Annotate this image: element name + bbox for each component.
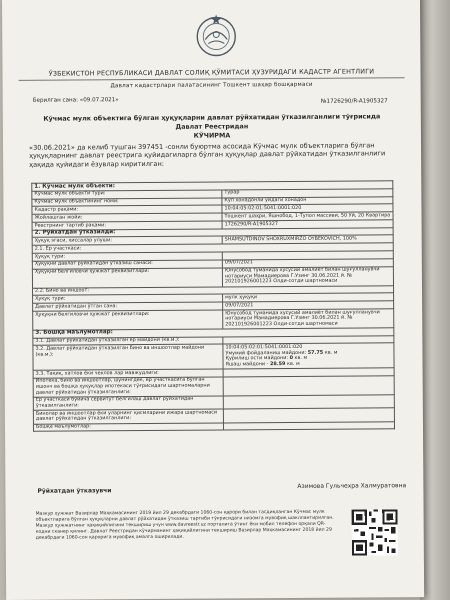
owner-label: Ҳуқуқ эгаси, ҳиссалар улуши: bbox=[32, 236, 222, 245]
building-registration-date-value: 09/07/2021 bbox=[223, 301, 394, 310]
living-area-line bbox=[226, 361, 392, 368]
land-right-type-label: Ҳуқуқ тури: bbox=[32, 252, 222, 261]
title-line-3: КЎЧИРМА bbox=[193, 131, 231, 140]
registrar-name: Азимова Гульчехра Халмуратовна bbox=[297, 482, 407, 490]
document-page bbox=[2, 0, 424, 600]
restrictions-label: 3.3. Тақиқ, хатлов ёки чеклов лар мавжудлиги: bbox=[33, 369, 223, 378]
building-right-type-label: Ҳуқуқ тури: bbox=[33, 294, 223, 303]
footprint-area-value: 0 bbox=[289, 355, 294, 362]
land-registration-date-value: 09/07/2021 bbox=[222, 259, 393, 268]
state-emblem-icon bbox=[194, 12, 238, 60]
footprint-area-label: Қурилиш ости майдони: bbox=[225, 355, 289, 362]
building-registration-date-label: Давлат рўйхатидан ўтган сана: bbox=[33, 302, 223, 311]
agency-name: ЎЗБЕКИСТОН РЕСПУБЛИКАСИ ДАВЛАТ СОЛИҚ ҚЎМИТАСИ ҲУЗУРИДАГИ КАДАСТР АГЕНТЛИГИ bbox=[48, 67, 375, 78]
servitude-value bbox=[223, 395, 394, 410]
object-type-label: Кўчмас мулк объекти тури: bbox=[32, 190, 222, 199]
registry-number-label: Реестрнинг тартиб рақами: bbox=[32, 221, 222, 230]
building-document-value: Юнусобод туманида хусусий амалиёт билан шуғулланувчи нотариуси Мамадиерова Г.Узинг 30.06.2021 й. № 202101926001223 Олди-сотди шартномаси bbox=[223, 309, 394, 329]
qr-code-icon bbox=[352, 509, 398, 555]
registrar-label: Рўйхатдан ўтказувчи bbox=[37, 487, 112, 495]
building-subtitle: 2.2. Бино ва иншоот: bbox=[33, 285, 394, 295]
registry-table bbox=[31, 180, 395, 432]
registry-number-value: 1726290/R-A1905327 bbox=[222, 220, 393, 229]
land-area-label: 3.1. Давлат рўйхатидан ўтказилган ер майдони (кв.м.): bbox=[33, 337, 223, 346]
land-plot-subtitle: 2.1. Ер участкаси: bbox=[32, 243, 393, 253]
branch-name: Давлат кадастрлари палатасининг Тошкент шаҳар бошқармаси bbox=[110, 81, 313, 90]
servitude-label: Ер участкаси бўйича сервитут белгилаш давлат рўйхатидан ўтказилганлиги: bbox=[33, 396, 223, 411]
title-line-1: Кўчмас мулк объектига бўлган ҳуқуқларни давлат рўйхатидан ўтказилганлиги тўғрисида bbox=[43, 112, 381, 123]
footprint-area-unit: кв. м bbox=[294, 355, 308, 362]
mortgage-value bbox=[223, 376, 394, 396]
section-1-title: 1. Кўчмас мулк объекти: bbox=[32, 181, 393, 191]
building-cadastre-number: 10:04:05:02:01:5041:0001:020 bbox=[225, 343, 303, 351]
owner-value: SHAMSUTDINOV SHOXRUXMIRZO OYBEKOVICH, 100% bbox=[222, 235, 393, 244]
object-type-value: Турар bbox=[222, 189, 393, 198]
living-area-label: Яшаш майдони - bbox=[225, 360, 269, 368]
building-area-label: 3.2. Давлат рўйхатидан ўтказилган бино ва иншоотлар майдони (кв.м.): bbox=[33, 344, 223, 370]
document-number: №1726290/R-A1905327 bbox=[320, 98, 388, 105]
intro-text: «30.06.2021» да келиб тушган 397451 -сонли буюртма асосида Кўчмас мулк объектларига бўлган ҳуқуқларнинг давлат реестрига қуйидагиларга бўлган ҳуқуқлар давлат рўйхатидан ўтказилганлиги ҳақида қуйидаги ёзувлар киритилган: bbox=[29, 141, 386, 169]
land-document-label: Ҳуқуқни белгиловчи ҳужжат реквизитлари: bbox=[32, 268, 222, 288]
land-document-value: Юнусобод туманида хусусий амалиёт билан шуғулланувчи нотариуси Мамадиерова Г.Узинг 30.06.2021 й. № 202101926001223 Олди-сотди шартномаси bbox=[222, 266, 393, 286]
building-right-type-value: мулк ҳуқуқи bbox=[223, 293, 394, 302]
location-value: Тошкент шаҳри, Яшнобод, 1-Тупол массиви, 50 Уй, 20 Квартира bbox=[222, 212, 393, 221]
location-label: Жойлашган жойи: bbox=[32, 213, 222, 222]
issue-date: Берилган сана: «09.07.2021» bbox=[32, 97, 119, 104]
living-area-unit: кв. м bbox=[286, 360, 300, 367]
building-area-cell bbox=[223, 343, 394, 369]
binder-edge bbox=[420, 0, 450, 600]
building-document-label: Ҳуқуқни белгиловчи ҳужжат реквизитлари: bbox=[33, 310, 223, 330]
header-rule bbox=[19, 77, 405, 81]
section-2-title: 2. Рўйхатдан ўтказилди: bbox=[32, 227, 393, 237]
other-info-label: Бошқа маълумотлар: bbox=[33, 422, 223, 431]
object-name-label: Кўчмас мулк объектининг номи: bbox=[32, 198, 222, 207]
mortgage-label: Ипотека, бино ва иншоотлар, шунингдек, ер участкасига бўлган ишонч ва бошқа ҳуқуқлар ипотекаси тўғрисидаги шартномаларни давлат рўйхатидан ўтказилганлиги: bbox=[33, 377, 223, 397]
total-area-unit: кв. м bbox=[324, 349, 338, 356]
section-3-title: 3. Бошқа маълумотлар: bbox=[33, 328, 394, 338]
land-registration-date-label: Ҳуқуқни давлат рўйхатидан ўтказиш санаси: bbox=[32, 260, 222, 269]
footer-note: Мазкур ҳужжат Вазирлар Маҳкамасининг 2019 йил 29 декабрдаги 1060-сон қарори билан тасдиқланган Кўчмас мулк объектларига бўлган ҳуқуқларни давлат рўйхатидан ўтказиш тартиби тўғрисидаги низомга мувофиқ шакллантирилган. Мазкур ҳужжатнинг ҳақиқийлигини текшириш учун www.davreestr.uz порталига ўтинг ёки мобил телефон орқали QR-кодни сканер қилинг. Давлат Реестридан кўчирманинг ҳақиқийлигини текшириш Вазирлар Маҳкамасининг 2018 йил 29 декабрдаги 1060-сон қарорига мувофиқ амалга оширилади. bbox=[35, 509, 334, 542]
total-area-value: 57.75 bbox=[307, 349, 324, 356]
cadastre-number-value: 10:04:05:02:01:5041:0001:020 bbox=[222, 204, 393, 213]
lease-value bbox=[223, 408, 394, 423]
title-line-2: Давлат Реестридан bbox=[175, 122, 249, 131]
total-area-label: Умумий фойдаланиш майдони: bbox=[225, 349, 307, 357]
lease-label: Бинолар ва иншоотлар ёки уларнинг қисмларини ижара шартномаси давлат рўйхатидан ўтказилганлиги: bbox=[33, 409, 223, 424]
other-info-value bbox=[223, 421, 394, 430]
object-name-value: Кўп хонадонли уйдаги хонадон bbox=[222, 196, 393, 205]
living-area-value: 28.59 bbox=[269, 360, 286, 367]
cadastre-number-label: Кадастр рақами: bbox=[32, 205, 222, 214]
